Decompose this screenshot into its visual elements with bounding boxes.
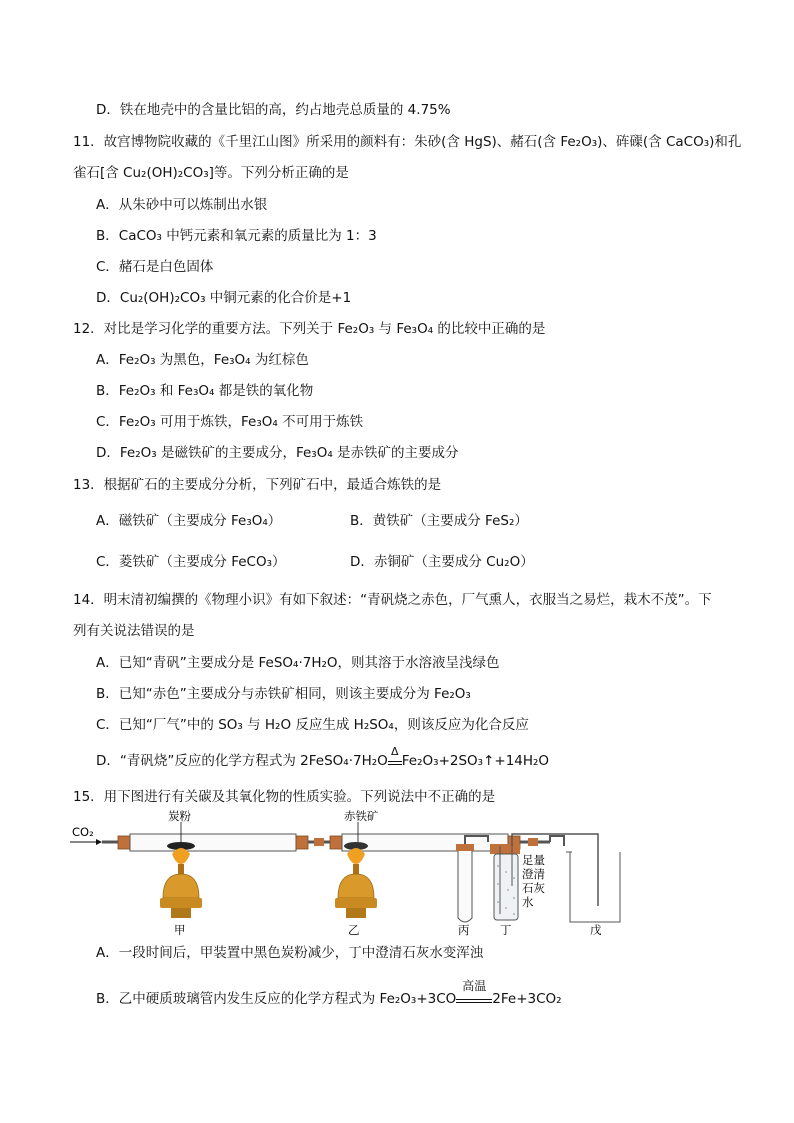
q13-option-a: A．磁铁矿（主要成分 Fe₃O₄） bbox=[96, 513, 282, 529]
q15-option-a: A．一段时间后，甲装置中黑色炭粉减少，丁中澄清石灰水变浑浊 bbox=[96, 945, 484, 961]
q12-option-a: A．Fe₂O₃ 为黑色，Fe₃O₄ 为红棕色 bbox=[96, 352, 309, 368]
q13-option-d: D．赤铜矿（主要成分 Cu₂O） bbox=[350, 554, 534, 570]
bottle-note-2: 澄清 bbox=[522, 867, 545, 881]
q14-equation-left: D．“青矾烧”反应的化学方程式为 2FeSO₄·7H₂O bbox=[96, 753, 388, 769]
q12-option-c: C．Fe₂O₃ 可用于炼铁，Fe₃O₄ 不可用于炼铁 bbox=[96, 414, 364, 430]
q15-equation-left: B．乙中硬质玻璃管内发生反应的化学方程式为 Fe₂O₃+3CO bbox=[96, 991, 457, 1007]
q11-stem-1: 11．故宫博物院收藏的《千里江山图》所采用的颜料有：朱砂(含 HgS)、赭石(含 Fe₂O₃)、砗磲(含 CaCO₃)和孔 bbox=[73, 134, 742, 150]
q15-equation-arrow bbox=[456, 979, 492, 1003]
q15-condition-high-temp: 高温 bbox=[462, 979, 487, 993]
experiment-apparatus-diagram bbox=[68, 806, 628, 941]
q11-option-c: C．赭石是白色固体 bbox=[96, 259, 214, 275]
q12-option-b: B．Fe₂O₃ 和 Fe₃O₄ 都是铁的氧化物 bbox=[96, 383, 314, 399]
q11-option-b: B．CaCO₃ 中钙元素和氧元素的质量比为 1：3 bbox=[96, 228, 377, 244]
q15-equation-right: 2Fe+3CO₂ bbox=[492, 991, 562, 1007]
q12-option-d: D．Fe₂O₃ 是磁铁矿的主要成分，Fe₃O₄ 是赤铁矿的主要成分 bbox=[96, 445, 459, 461]
q10-option-d: D．铁在地壳中的含量比铝的高，约占地壳总质量的 4.75% bbox=[96, 102, 451, 118]
q11-option-a: A．从朱砂中可以炼制出水银 bbox=[96, 197, 268, 213]
label-ding: 丁 bbox=[500, 923, 512, 937]
q13-option-b: B．黄铁矿（主要成分 FeS₂） bbox=[350, 513, 528, 529]
alcohol-burner-yi bbox=[335, 848, 377, 918]
bottle-note-4: 水 bbox=[522, 895, 534, 909]
label-yi: 乙 bbox=[348, 923, 360, 937]
beaker-wu bbox=[566, 852, 620, 922]
q14-option-d bbox=[96, 745, 550, 770]
q14-option-a: A．已知“青矾”主要成分是 FeSO₄·7H₂O，则其溶于水溶液呈浅绿色 bbox=[96, 655, 500, 671]
q15-option-b bbox=[96, 979, 562, 1008]
q15-stem: 15．用下图进行有关碳及其氧化物的性质实验。下列说法中不正确的是 bbox=[73, 789, 496, 805]
label-bing: 丙 bbox=[458, 923, 470, 937]
tube2-label: 赤铁矿 bbox=[344, 809, 379, 823]
bottle-note-1: 足量 bbox=[522, 853, 545, 867]
bottle-note-3: 石灰 bbox=[522, 881, 545, 895]
label-wu: 戊 bbox=[590, 923, 602, 937]
tube1-label: 炭粉 bbox=[168, 809, 191, 823]
q14-option-b: B．已知“赤色”主要成分与赤铁矿相同，则该主要成分为 Fe₂O₃ bbox=[96, 686, 471, 702]
label-jia: 甲 bbox=[174, 923, 186, 937]
hard-glass-tube-jia bbox=[118, 809, 308, 851]
q14-equation-right: Fe₂O₃+2SO₃↑+14H₂O bbox=[401, 753, 550, 769]
wash-bottle-ding bbox=[490, 836, 564, 920]
q13-option-c: C．菱铁矿（主要成分 FeCO₃） bbox=[96, 554, 286, 570]
q13-stem: 13．根据矿石的主要成分分析，下列矿石中，最适合炼铁的是 bbox=[73, 477, 442, 493]
co2-inlet-label: CO₂ bbox=[72, 825, 94, 839]
q11-option-d: D．Cu₂(OH)₂CO₃ 中铜元素的化合价是+1 bbox=[96, 290, 352, 306]
q12-stem: 12．对比是学习化学的重要方法。下列关于 Fe₂O₃ 与 Fe₃O₄ 的比较中正确的是 bbox=[73, 321, 546, 337]
q14-stem-1: 14．明末清初编撰的《物理小识》有如下叙述：“青矾烧之赤色，厂气熏人，衣服当之易烂，栽木不茂”。下 bbox=[73, 592, 712, 608]
q11-stem-2: 雀石[含 Cu₂(OH)₂CO₃]等。下列分析正确的是 bbox=[73, 165, 349, 181]
q14-condition-delta: Δ bbox=[391, 745, 399, 758]
alcohol-burner-jia bbox=[160, 848, 202, 918]
q14-option-c: C．已知“厂气”中的 SO₃ 与 H₂O 反应生成 H₂SO₄，则该反应为化合反应 bbox=[96, 717, 529, 733]
q14-stem-2: 列有关说法错误的是 bbox=[73, 623, 195, 639]
q14-equation-arrow bbox=[388, 745, 402, 765]
